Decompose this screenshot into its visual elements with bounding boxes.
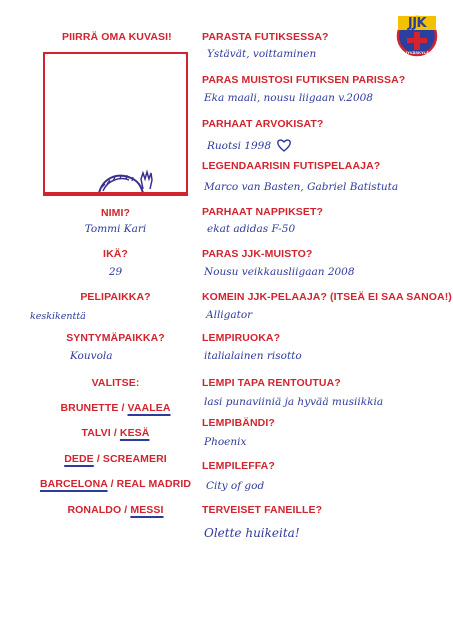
birthplace-value: Kouvola <box>70 350 113 362</box>
choice-vaalea[interactable]: VAALEA <box>127 402 171 414</box>
choice-ronaldo[interactable]: RONALDO <box>67 504 122 516</box>
heart-icon <box>276 137 292 153</box>
choice-dede[interactable]: DEDE <box>64 453 94 465</box>
choice-real-madrid[interactable]: REAL MADRID <box>116 478 192 490</box>
choice-separator: / <box>124 504 128 516</box>
age-value: 29 <box>108 266 123 278</box>
choice-barcelona[interactable]: BARCELONA <box>39 478 108 490</box>
choice-separator: / <box>96 453 100 465</box>
position-label: PELIPAIKKA? <box>80 291 151 303</box>
question-best-jjk-memory: PARAS JJK-MUISTO? <box>202 248 313 260</box>
answer-best-tournament <box>207 137 292 153</box>
age-label: IKÄ? <box>103 248 128 260</box>
birthplace-label: SYNTYMÄPAIKKA? <box>66 332 165 344</box>
jjk-logo <box>396 14 438 58</box>
choice-separator: / <box>110 478 114 490</box>
answer-favourite-food: italialainen risotto <box>204 350 302 362</box>
photo-frame[interactable] <box>43 52 188 194</box>
draw-title: PIIRRÄ OMA KUVASI! <box>62 31 172 43</box>
choice-row-player-type <box>23 453 208 465</box>
choice-brunette[interactable]: BRUNETTE <box>60 402 119 414</box>
choice-row-player <box>23 504 208 516</box>
answer-best-in-football: Ystävät, voittaminen <box>207 48 317 60</box>
question-handsomest-player: KOMEIN JJK-PELAAJA? (ITSEÄ EI SAA SANOA!) <box>202 291 452 303</box>
answer-handsomest-player: Alligator <box>206 309 253 321</box>
choice-separator: / <box>121 402 125 414</box>
answer-relax: lasi punaviiniä ja hyvää musiikkia <box>204 396 384 408</box>
logo-text: JJK <box>407 16 427 31</box>
answer-favourite-movie: City of god <box>206 480 265 492</box>
answer-greetings-to-fans: Olette huikeita! <box>204 526 300 540</box>
question-relax: LEMPI TAPA RENTOUTUA? <box>202 377 341 389</box>
answer-favourite-band: Phoenix <box>204 436 247 448</box>
answer-legendary-player: Marco van Basten, Gabriel Batistuta <box>204 181 399 193</box>
question-greetings-to-fans: TERVEISET FANEILLE? <box>202 504 323 516</box>
position-value: keskikenttä <box>30 311 86 322</box>
choice-talvi[interactable]: TALVI <box>81 427 111 439</box>
answer-best-boots: ekat adidas F-50 <box>207 223 296 235</box>
choice-kesa[interactable]: KESÄ <box>119 427 150 439</box>
answer-best-jjk-memory: Nousu veikkausliigaan 2008 <box>204 266 355 278</box>
logo-subtext: JYVÄSKYLÄ <box>404 50 429 55</box>
choice-screameri[interactable]: SCREAMERI <box>102 453 167 465</box>
choice-row-club <box>23 478 208 490</box>
choice-row-hair <box>23 402 208 414</box>
name-label: NIMI? <box>100 207 131 219</box>
choice-row-season <box>23 427 208 439</box>
question-legendary-player: LEGENDAARISIN FUTISPELAAJA? <box>202 160 381 172</box>
question-best-in-football: PARASTA FUTIKSESSA? <box>202 31 329 43</box>
question-best-memory: PARAS MUISTOSI FUTIKSEN PARISSA? <box>202 74 406 86</box>
answer-best-tournament-text: Ruotsi 1998 <box>207 140 272 152</box>
question-favourite-band: LEMPIBÄNDI? <box>202 417 275 429</box>
name-value: Tommi Kari <box>84 223 147 235</box>
question-favourite-movie: LEMPILEFFA? <box>202 460 275 472</box>
choice-messi[interactable]: MESSI <box>130 504 164 516</box>
question-best-boots: PARHAAT NAPPIKSET? <box>202 206 323 218</box>
choose-label: VALITSE: <box>91 377 140 389</box>
self-portrait-drawing <box>43 52 188 194</box>
question-best-tournament: PARHAAT ARVOKISAT? <box>202 118 324 130</box>
question-favourite-food: LEMPIRUOKA? <box>202 332 281 344</box>
choice-separator: / <box>113 427 117 439</box>
answer-best-memory: Eka maali, nousu liigaan v.2008 <box>204 92 373 104</box>
photo-frame-bottom-bar <box>43 192 188 196</box>
